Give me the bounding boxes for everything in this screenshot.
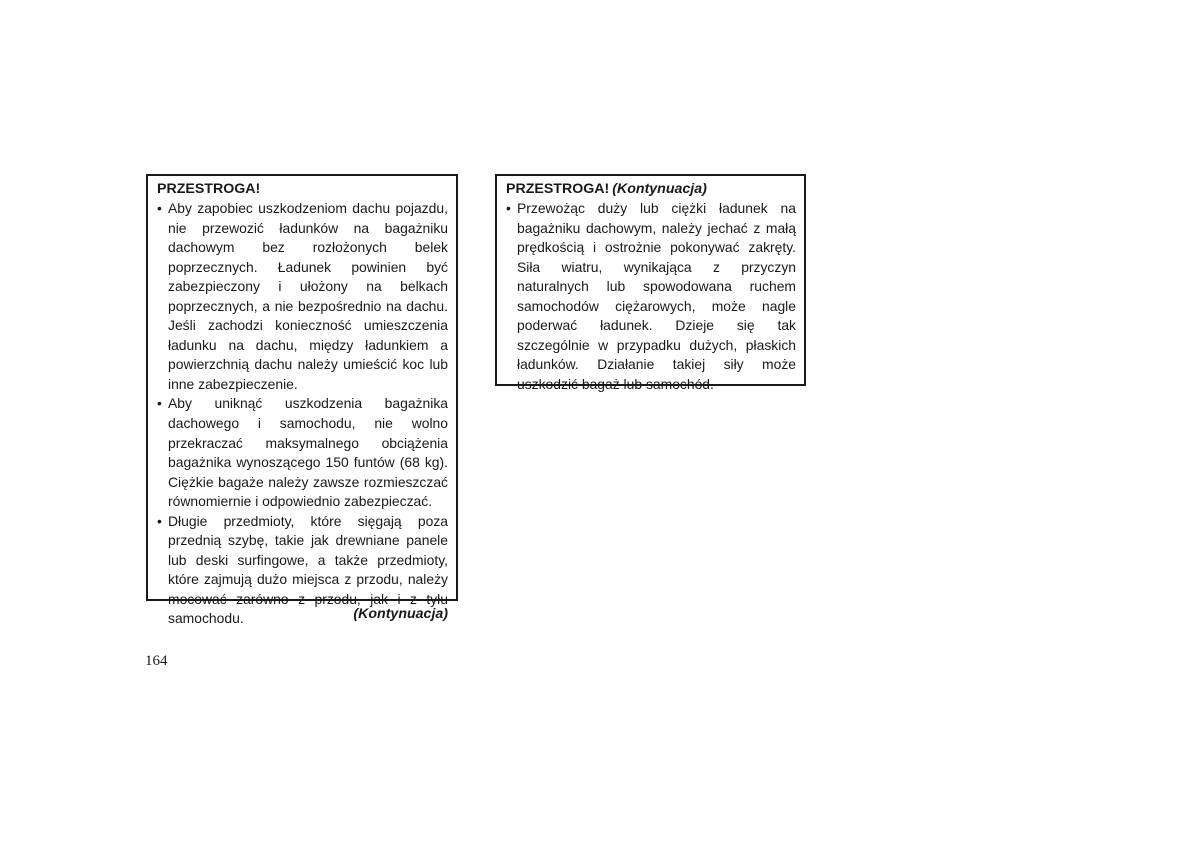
- caution-bullet-list: [157, 199, 448, 629]
- page-number: 164: [145, 653, 168, 669]
- caution-bullet-long-items: • Długie przedmioty, które sięgają poza przednią szybę, takie jak drewniane panele lub deski surfingowe, a także przedmioty, które zajmują dużo miejsca z przodu, należy mocować zarówno z przodu, jak i z tyłu samochodu.: [157, 512, 448, 629]
- caution-bullet-list: [506, 199, 796, 394]
- caution-title-continued-suffix: (Kontynuacja): [612, 181, 707, 197]
- caution-bullet-max-load: • Aby uniknąć uszkodzenia bagażnika dachowego i samochodu, nie wolno przekraczać maksymalnego obciążenia bagażnika wynoszącego 150 funtów (68 kg). Ciężkie bagaże należy zawsze rozmieszczać równomiernie i odpowiednio zabezpieczać.: [157, 394, 448, 511]
- caution-bullet-heavy-load: • Przewożąc duży lub ciężki ładunek na bagażniku dachowym, należy jechać z małą prędkością i ostrożnie pokonywać zakręty. Siła wiatru, wynikająca z przyczyn naturalnych lub spowodowana ruchem samochodów ciężarowych, może nagle poderwać ładunek. Dzieje się tak szczególnie w przypadku dużych, płaskich ładunków. Działanie takiej siły może uszkodzić bagaż lub samochód.: [506, 199, 796, 394]
- caution-title-continued: [506, 180, 796, 198]
- caution-bullet-roof-damage: • Aby zapobiec uszkodzeniom dachu pojazdu, nie przewozić ładunków na bagażniku dachowym bez rozłożonych belek poprzecznych. Ładunek powinien być zabezpieczony i ułożony na belkach poprzecznych, a nie bezpośrednio na dachu. Jeśli zachodzi konieczność umieszczenia ładunku na dachu, między ładunkiem a powierzchnią dachu należy umieścić koc lub inne zabezpieczenie.: [157, 199, 448, 394]
- continued-label: (Kontynuacja): [353, 606, 448, 622]
- caution-box-right: [495, 174, 806, 392]
- caution-title-text: PRZESTROGA!: [506, 181, 610, 197]
- caution-title: PRZESTROGA!: [157, 181, 261, 197]
